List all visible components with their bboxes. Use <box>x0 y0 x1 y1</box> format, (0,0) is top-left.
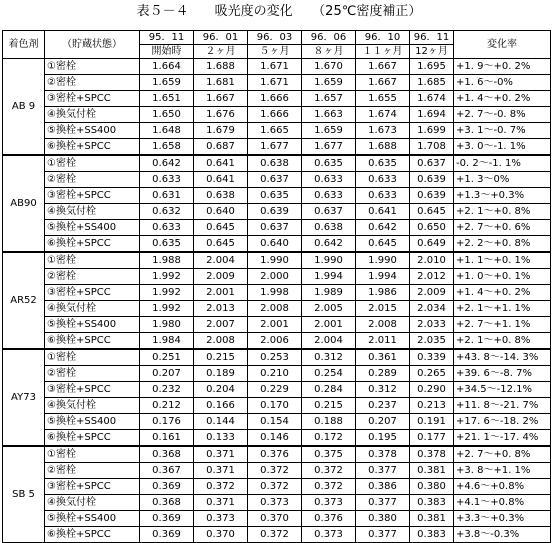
absorbance-value: 0.383 <box>410 495 454 511</box>
absorbance-value: 0.370 <box>194 527 248 543</box>
absorbance-value: 0.229 <box>248 382 302 398</box>
storage-condition: ⑥換栓+SPCC <box>45 139 140 156</box>
absorbance-value: 1.667 <box>356 59 410 75</box>
storage-condition: ⑤換栓+SS400 <box>45 511 140 527</box>
absorbance-value: 1.992 <box>140 285 194 301</box>
absorbance-value: 0.237 <box>356 398 410 414</box>
storage-condition: ④換気付栓 <box>45 107 140 123</box>
absorbance-value: 0.645 <box>356 236 410 253</box>
storage-condition: ②密栓 <box>45 75 140 91</box>
table-row <box>3 75 551 91</box>
change-rate: +1.3～+0.3% <box>454 188 551 204</box>
absorbance-value: 1.659 <box>302 75 356 91</box>
absorbance-value: 1.992 <box>140 301 194 317</box>
absorbance-value: 0.146 <box>248 430 302 447</box>
absorbance-value: 0.377 <box>356 495 410 511</box>
absorbance-value: 1.994 <box>356 269 410 285</box>
absorbance-value: 0.386 <box>356 479 410 495</box>
table-row <box>3 479 551 495</box>
absorbance-value: 1.658 <box>140 139 194 156</box>
absorbance-value: 0.635 <box>356 155 410 172</box>
change-rate: +3. 8～+1. 1% <box>454 463 551 479</box>
absorbance-value: 0.640 <box>194 204 248 220</box>
absorbance-value: 0.170 <box>248 398 302 414</box>
absorbance-value: 0.380 <box>356 511 410 527</box>
table-row <box>3 139 551 156</box>
table-row <box>3 204 551 220</box>
period-date-header: 96．01 <box>194 31 248 45</box>
absorbance-value: 2.009 <box>194 269 248 285</box>
change-rate: +2. 7～+1. 1% <box>454 317 551 333</box>
absorbance-value: 1.677 <box>302 139 356 156</box>
absorbance-value: 0.265 <box>410 366 454 382</box>
change-rate: +2. 1～+0. 8% <box>454 333 551 350</box>
change-rate: +2. 7～-0. 8% <box>454 107 551 123</box>
table-row <box>3 414 551 430</box>
absorbance-value: 1.986 <box>356 285 410 301</box>
period-date-header: 96．10 <box>356 31 410 45</box>
absorbance-value: 1.671 <box>248 75 302 91</box>
table-row <box>3 107 551 123</box>
absorbance-value: 0.635 <box>140 236 194 253</box>
absorbance-value: 0.372 <box>248 463 302 479</box>
absorbance-value: 1.666 <box>248 91 302 107</box>
storage-condition: ②密栓 <box>45 172 140 188</box>
absorbance-value: 0.642 <box>356 220 410 236</box>
absorbance-value: 0.383 <box>410 527 454 543</box>
change-rate: +4.1～+0.8% <box>454 495 551 511</box>
period-elapsed-header: ５ヶ月 <box>248 45 302 59</box>
change-rate: -0. 2～-1. 1% <box>454 155 551 172</box>
table-row <box>3 269 551 285</box>
absorbance-value: 2.033 <box>410 317 454 333</box>
period-date-header: 96．03 <box>248 31 302 45</box>
absorbance-value: 0.289 <box>356 366 410 382</box>
absorbance-value: 0.372 <box>194 479 248 495</box>
absorbance-value: 1.677 <box>248 139 302 156</box>
absorbance-value: 1.670 <box>302 59 356 75</box>
absorbance-value: 2.000 <box>248 269 302 285</box>
storage-condition: ⑤換栓+SS400 <box>45 414 140 430</box>
absorbance-value: 0.361 <box>356 349 410 366</box>
absorbance-value: 1.688 <box>194 59 248 75</box>
absorbance-value: 1.679 <box>194 123 248 139</box>
absorbance-value: 2.011 <box>356 333 410 350</box>
absorbance-value: 0.650 <box>410 220 454 236</box>
table-row <box>3 285 551 301</box>
change-rate: +21. 1～-17. 4% <box>454 430 551 447</box>
absorbance-value: 0.638 <box>248 155 302 172</box>
absorbance-value: 1.990 <box>248 252 302 269</box>
change-rate: +3. 0～-1. 1% <box>454 139 551 156</box>
absorbance-value: 0.637 <box>248 220 302 236</box>
absorbance-value: 0.637 <box>248 172 302 188</box>
absorbance-value: 0.312 <box>356 382 410 398</box>
absorbance-value: 2.012 <box>410 269 454 285</box>
change-rate: +39. 6～-8. 7% <box>454 366 551 382</box>
period-elapsed-header: １１ヶ月 <box>356 45 410 59</box>
absorbance-value: 1.657 <box>302 91 356 107</box>
absorbance-value: 0.640 <box>248 236 302 253</box>
table-row <box>3 91 551 107</box>
absorbance-value: 1.994 <box>302 269 356 285</box>
absorbance-value: 0.367 <box>140 463 194 479</box>
absorbance-value: 1.655 <box>356 91 410 107</box>
absorbance-value: 0.213 <box>410 398 454 414</box>
absorbance-value: 0.641 <box>356 204 410 220</box>
absorbance-value: 1.992 <box>140 269 194 285</box>
table-row <box>3 349 551 366</box>
table-row <box>3 188 551 204</box>
absorbance-value: 0.639 <box>410 172 454 188</box>
absorbance-value: 0.637 <box>410 155 454 172</box>
absorbance-value: 0.645 <box>410 204 454 220</box>
absorbance-value: 0.633 <box>302 188 356 204</box>
absorbance-value: 0.632 <box>140 204 194 220</box>
absorbance-value: 0.381 <box>410 463 454 479</box>
absorbance-value: 0.284 <box>302 382 356 398</box>
absorbance-value: 1.980 <box>140 317 194 333</box>
absorbance-value: 1.665 <box>248 123 302 139</box>
absorbance-value: 1.666 <box>248 107 302 123</box>
absorbance-value: 1.674 <box>410 91 454 107</box>
absorbance-value: 0.376 <box>248 446 302 463</box>
absorbance-value: 0.369 <box>140 511 194 527</box>
absorbance-value: 0.370 <box>248 511 302 527</box>
absorbance-value: 1.674 <box>356 107 410 123</box>
absorbance-value: 0.641 <box>194 155 248 172</box>
absorbance-value: 2.008 <box>356 317 410 333</box>
colorant-name: SB 5 <box>3 446 45 543</box>
table-row <box>3 301 551 317</box>
absorbance-value: 1.667 <box>194 91 248 107</box>
absorbance-value: 0.368 <box>140 446 194 463</box>
absorbance-value: 0.371 <box>194 495 248 511</box>
period-elapsed-header: 12ヶ月 <box>410 45 454 59</box>
absorbance-value: 1.695 <box>410 59 454 75</box>
absorbance-value: 0.195 <box>356 430 410 447</box>
absorbance-value: 0.372 <box>248 527 302 543</box>
change-rate: +11. 8～-21. 7% <box>454 398 551 414</box>
table-row <box>3 527 551 543</box>
absorbance-value: 0.373 <box>302 527 356 543</box>
absorbance-value: 0.641 <box>194 172 248 188</box>
absorbance-value: 1.648 <box>140 123 194 139</box>
storage-condition: ⑥換栓+SPCC <box>45 527 140 543</box>
table-row <box>3 366 551 382</box>
change-rate: +1. 4～+0. 2% <box>454 285 551 301</box>
absorbance-value: 0.133 <box>194 430 248 447</box>
absorbance-value: 1.988 <box>140 252 194 269</box>
absorbance-value: 0.144 <box>194 414 248 430</box>
absorbance-value: 1.681 <box>194 75 248 91</box>
absorbance-value: 1.650 <box>140 107 194 123</box>
change-rate: +3.8～-0.3% <box>454 527 551 543</box>
change-rate: +43. 8～-14. 3% <box>454 349 551 366</box>
absorbance-value: 0.371 <box>194 446 248 463</box>
absorbance-value: 0.215 <box>194 349 248 366</box>
absorbance-value: 1.676 <box>194 107 248 123</box>
storage-condition: ③密栓+SPCC <box>45 382 140 398</box>
absorbance-value: 1.659 <box>302 123 356 139</box>
absorbance-value: 0.191 <box>410 414 454 430</box>
absorbance-value: 0.172 <box>302 430 356 447</box>
absorbance-value: 2.008 <box>248 301 302 317</box>
absorbance-value: 0.638 <box>302 220 356 236</box>
change-rate: +1. 6～-0% <box>454 75 551 91</box>
absorbance-value: 2.015 <box>356 301 410 317</box>
change-rate: +1. 1～+0. 1% <box>454 252 551 269</box>
storage-condition: ⑥換栓+SPCC <box>45 333 140 350</box>
absorbance-value: 0.635 <box>248 188 302 204</box>
storage-condition: ①密栓 <box>45 155 140 172</box>
storage-condition: ⑥換栓+SPCC <box>45 430 140 447</box>
absorbance-value: 0.633 <box>356 172 410 188</box>
storage-condition: ①密栓 <box>45 446 140 463</box>
change-rate: +3. 1～-0. 7% <box>454 123 551 139</box>
absorbance-value: 0.649 <box>410 236 454 253</box>
absorbance-value: 2.004 <box>302 333 356 350</box>
absorbance-value: 1.990 <box>356 252 410 269</box>
absorbance-value: 0.369 <box>140 479 194 495</box>
absorbance-value: 0.633 <box>302 172 356 188</box>
absorbance-value: 0.251 <box>140 349 194 366</box>
change-rate: +2. 7～+0. 6% <box>454 220 551 236</box>
absorbance-value: 0.188 <box>302 414 356 430</box>
absorbance-value: 0.376 <box>302 511 356 527</box>
change-rate: +1. 4～+0. 2% <box>454 91 551 107</box>
absorbance-value: 1.694 <box>410 107 454 123</box>
absorbance-value: 0.207 <box>356 414 410 430</box>
period-date-header: 96．11 <box>410 31 454 45</box>
storage-condition: ④換気付栓 <box>45 204 140 220</box>
absorbance-value: 0.372 <box>248 479 302 495</box>
change-rate: +1. 9～+0. 2% <box>454 59 551 75</box>
table-row <box>3 382 551 398</box>
absorbance-value: 0.154 <box>248 414 302 430</box>
absorbance-table <box>2 30 551 543</box>
period-elapsed-header: ２ヶ月 <box>194 45 248 59</box>
absorbance-value: 0.312 <box>302 349 356 366</box>
storage-condition: ④換気付栓 <box>45 301 140 317</box>
absorbance-value: 1.984 <box>140 333 194 350</box>
change-rate-header: 変化率 <box>454 31 551 59</box>
absorbance-value: 2.007 <box>194 317 248 333</box>
absorbance-value: 1.673 <box>356 123 410 139</box>
table-body <box>3 59 551 543</box>
absorbance-value: 0.645 <box>194 220 248 236</box>
absorbance-value: 0.176 <box>140 414 194 430</box>
absorbance-value: 2.035 <box>410 333 454 350</box>
absorbance-value: 0.369 <box>140 527 194 543</box>
absorbance-value: 0.637 <box>302 204 356 220</box>
absorbance-value: 1.667 <box>356 75 410 91</box>
change-rate: +1. 0～+0. 1% <box>454 269 551 285</box>
absorbance-value: 1.659 <box>140 75 194 91</box>
absorbance-value: 0.645 <box>194 236 248 253</box>
absorbance-value: 1.998 <box>248 285 302 301</box>
absorbance-value: 0.377 <box>356 463 410 479</box>
absorbance-value: 0.642 <box>140 155 194 172</box>
table-row <box>3 495 551 511</box>
absorbance-value: 1.663 <box>302 107 356 123</box>
change-rate: +2. 1～+1. 1% <box>454 301 551 317</box>
table-row <box>3 220 551 236</box>
table-row <box>3 155 551 172</box>
absorbance-value: 0.372 <box>302 463 356 479</box>
colorant-header: 着色剤 <box>3 31 45 59</box>
storage-condition: ②密栓 <box>45 269 140 285</box>
absorbance-value: 0.373 <box>248 495 302 511</box>
absorbance-value: 1.699 <box>410 123 454 139</box>
absorbance-value: 0.166 <box>194 398 248 414</box>
storage-condition: ③密栓+SPCC <box>45 91 140 107</box>
absorbance-value: 0.378 <box>356 446 410 463</box>
absorbance-value: 0.631 <box>140 188 194 204</box>
absorbance-value: 1.685 <box>410 75 454 91</box>
change-rate: +4.6～+0.8% <box>454 479 551 495</box>
absorbance-value: 0.639 <box>410 188 454 204</box>
absorbance-value: 0.232 <box>140 382 194 398</box>
absorbance-value: 2.001 <box>194 285 248 301</box>
change-rate: +1. 3～0% <box>454 172 551 188</box>
absorbance-value: 0.378 <box>410 446 454 463</box>
absorbance-value: 0.687 <box>194 139 248 156</box>
absorbance-value: 0.210 <box>248 366 302 382</box>
storage-header: （貯蔵状態） <box>45 31 140 59</box>
absorbance-value: 0.371 <box>194 463 248 479</box>
absorbance-value: 0.254 <box>302 366 356 382</box>
absorbance-value: 2.005 <box>302 301 356 317</box>
period-elapsed-header: 開始時 <box>140 45 194 59</box>
absorbance-value: 0.212 <box>140 398 194 414</box>
absorbance-value: 0.207 <box>140 366 194 382</box>
table-row <box>3 236 551 253</box>
storage-condition: ③密栓+SPCC <box>45 188 140 204</box>
change-rate: +3.3～+0.3% <box>454 511 551 527</box>
table-row <box>3 446 551 463</box>
absorbance-value: 0.633 <box>356 188 410 204</box>
absorbance-value: 2.001 <box>248 317 302 333</box>
table-row <box>3 463 551 479</box>
absorbance-value: 2.004 <box>194 252 248 269</box>
colorant-name: AR52 <box>3 252 45 349</box>
storage-condition: ③密栓+SPCC <box>45 285 140 301</box>
storage-condition: ①密栓 <box>45 59 140 75</box>
absorbance-value: 0.215 <box>302 398 356 414</box>
table-row <box>3 333 551 350</box>
absorbance-value: 0.372 <box>302 479 356 495</box>
colorant-name: AB90 <box>3 155 45 252</box>
storage-condition: ②密栓 <box>45 366 140 382</box>
absorbance-value: 2.008 <box>194 333 248 350</box>
absorbance-value: 0.642 <box>302 236 356 253</box>
absorbance-value: 1.651 <box>140 91 194 107</box>
absorbance-value: 0.373 <box>302 495 356 511</box>
table-row <box>3 252 551 269</box>
change-rate: +2. 7～+0. 8% <box>454 446 551 463</box>
storage-condition: ④換気付栓 <box>45 398 140 414</box>
absorbance-value: 0.189 <box>194 366 248 382</box>
table-row <box>3 123 551 139</box>
absorbance-value: 0.204 <box>194 382 248 398</box>
table-title: 表５－４ 吸光度の変化 （25℃密度補正） <box>136 4 422 19</box>
absorbance-value: 1.990 <box>302 252 356 269</box>
absorbance-value: 0.375 <box>302 446 356 463</box>
absorbance-value: 2.001 <box>302 317 356 333</box>
absorbance-value: 0.253 <box>248 349 302 366</box>
absorbance-value: 2.009 <box>410 285 454 301</box>
absorbance-value: 0.368 <box>140 495 194 511</box>
absorbance-value: 0.373 <box>194 511 248 527</box>
colorant-name: AB 9 <box>3 59 45 156</box>
absorbance-value: 0.633 <box>140 220 194 236</box>
period-elapsed-header: ８ヶ月 <box>302 45 356 59</box>
change-rate: +34.5～-12.1% <box>454 382 551 398</box>
absorbance-value: 2.034 <box>410 301 454 317</box>
period-date-header: 96．06 <box>302 31 356 45</box>
change-rate: +2. 1～+0. 8% <box>454 204 551 220</box>
absorbance-value: 1.688 <box>356 139 410 156</box>
table-row <box>3 172 551 188</box>
absorbance-value: 1.664 <box>140 59 194 75</box>
absorbance-value: 0.161 <box>140 430 194 447</box>
absorbance-value: 0.635 <box>302 155 356 172</box>
table-row <box>3 59 551 75</box>
absorbance-value: 2.013 <box>194 301 248 317</box>
storage-condition: ①密栓 <box>45 252 140 269</box>
storage-condition: ⑤換栓+SS400 <box>45 220 140 236</box>
storage-condition: ④換気付栓 <box>45 495 140 511</box>
table-row <box>3 430 551 447</box>
storage-condition: ⑤換栓+SS400 <box>45 317 140 333</box>
period-date-header: 95．11 <box>140 31 194 45</box>
table-row <box>3 511 551 527</box>
absorbance-value: 0.639 <box>248 204 302 220</box>
absorbance-value: 1.989 <box>302 285 356 301</box>
header-row-1 <box>3 31 551 45</box>
absorbance-value: 0.638 <box>194 188 248 204</box>
absorbance-value: 1.671 <box>248 59 302 75</box>
absorbance-value: 1.708 <box>410 139 454 156</box>
change-rate: +2. 2～+0. 8% <box>454 236 551 253</box>
storage-condition: ②密栓 <box>45 463 140 479</box>
absorbance-value: 2.006 <box>248 333 302 350</box>
absorbance-value: 0.380 <box>410 479 454 495</box>
table-row <box>3 317 551 333</box>
absorbance-value: 0.177 <box>410 430 454 447</box>
table-row <box>3 398 551 414</box>
storage-condition: ⑥換栓+SPCC <box>45 236 140 253</box>
absorbance-value: 0.290 <box>410 382 454 398</box>
absorbance-value: 0.339 <box>410 349 454 366</box>
storage-condition: ③密栓+SPCC <box>45 479 140 495</box>
absorbance-value: 0.633 <box>140 172 194 188</box>
absorbance-value: 0.377 <box>356 527 410 543</box>
colorant-name: AY73 <box>3 349 45 446</box>
storage-condition: ①密栓 <box>45 349 140 366</box>
absorbance-value: 2.010 <box>410 252 454 269</box>
storage-condition: ⑤換栓+SS400 <box>45 123 140 139</box>
change-rate: +17. 6～-18. 2% <box>454 414 551 430</box>
absorbance-value: 0.381 <box>410 511 454 527</box>
